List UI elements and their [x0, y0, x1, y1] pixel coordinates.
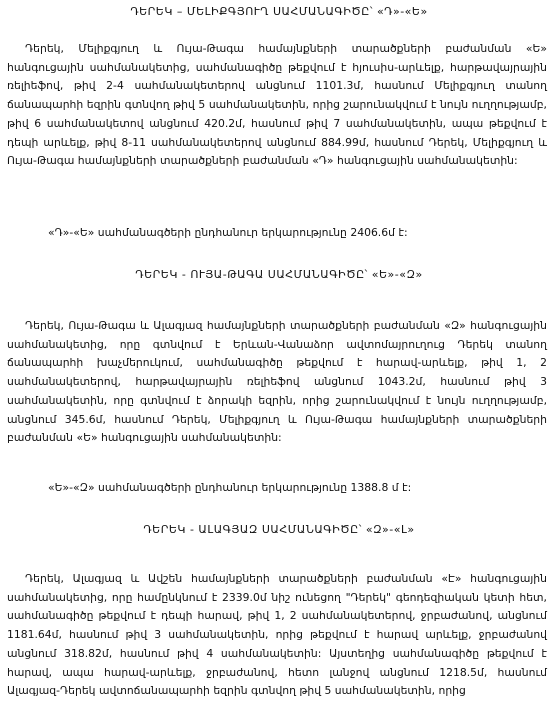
section-heading-2: ԴԵՐԵԿ - ՈՒՅԱ-ԹԱԳԱ ՍԱՀՄԱՆԱԳԻԾԸ՝ «Ե»-«Զ»: [135, 268, 423, 281]
section-heading-1: ԴԵՐԵԿ – ՄԵԼԻՔԳՅՈՒՂ ՍԱՀՄԱՆԱԳԻԾԸ՝ «Դ»-«Ե»: [130, 5, 428, 18]
section-body-3: Դերեկ, Ալագյազ և Ավշեն համայնքների տարածքների բաժանման «Է» հանգուցային սահմանակետից, որը համընկնում է 2339.0մ նիշ ունեցող "Դերեկ" գեոդեզիական կետի հետ, սահմանագիծը թեքվում է դեպի հարավ, թիվ 1, 2 սահմանակետերով, ջրբաժանով, անցնում 1181.64մ, հասնում թիվ 3 սահմանակետին, որից թեքվում է հարավ արևելք, ջրբաժանով անցնում 318.82մ, հասնում թիվ 4 սահմանակետին: Այստեղից սահմանագիծը թեքվում է հարավ, ապա հարավ-արևելք, ջրբաժանով, հետո լանջով անցնում 1218.5մ, հասնում Ալագյազ-Դերեկ ավտոճանապարհի եզրին գտնվող թիվ 5 սահմանակետին, որից: [7, 572, 547, 698]
section-summary-1: «Դ»-«Ե» սահմանագծերի ընդհանուր երկարությունը 2406.6մ է:: [48, 226, 408, 239]
section-body-1: Դերեկ, Մելիքգյուղ և Ույա-Թագա համայնքների տարածքների բաժանման «Ե» հանգուցային սահմանակետից, սահմանագիծը թեքվում է հյուսիս-արևելք, հարթավայրային ռելիեֆով, թիվ 2-4 սահմանակետերով անցնում 1101.3մ, հասնում Մելիքգյուղ տանող ճանապարհի եզրին գտնվող թիվ 5 սահմանակետին, որից շարունակվում է նույն ուղղությամբ, թիվ 6 սահմանակետով անցնում 420.2մ, հասնում թիվ 7 սահմանակետին, ապա թեքվում է դեպի արևելք, թիվ 8-11 սահմանակետերով անցնում 884.99մ, հասնում Դերեկ, Մելիքգյուղ և Ույա-Թագա համայնքների տարածքների բաժանման «Դ» հանգուցային սահմանակետին:: [7, 42, 547, 168]
section-heading-3: ԴԵՐԵԿ - ԱԼԱԳՅԱԶ ՍԱՀՄԱՆԱԳԻԾԸ՝ «Զ»-«Լ»: [143, 523, 415, 536]
section-body-2: Դերեկ, Ույա-Թագա և Ալագյազ համայնքների տարածքների բաժանման «Զ» հանգուցային սահմանակետից, որը գտնվում է Երևան-Վանաձոր ավտոմայրուղուց Դերեկ տանող ճանապարհի խաչմերուկում, սահմանագիծը թեքվում է հարավ-արևելք, թիվ 1, 2 սահմանակետերով, հարթավայրային ռելիեֆով անցնում 1043.2մ, հասնում թիվ 3 սահմանակետին, որը գտնվում է ձորակի եզրին, որից շարունակվում է նույն ուղղությամբ, անցնում 345.6մ, հասնում Դերեկ, Մելիքգյուղ և Ույա-Թագա համայնքների տարածքների բաժանման «Ե» հանգուցային սահմանակետին:: [7, 319, 547, 445]
section-summary-2: «Ե»-«Զ» սահմանագծերի ընդհանուր երկարությունը 1388.8 մ է:: [48, 481, 412, 494]
